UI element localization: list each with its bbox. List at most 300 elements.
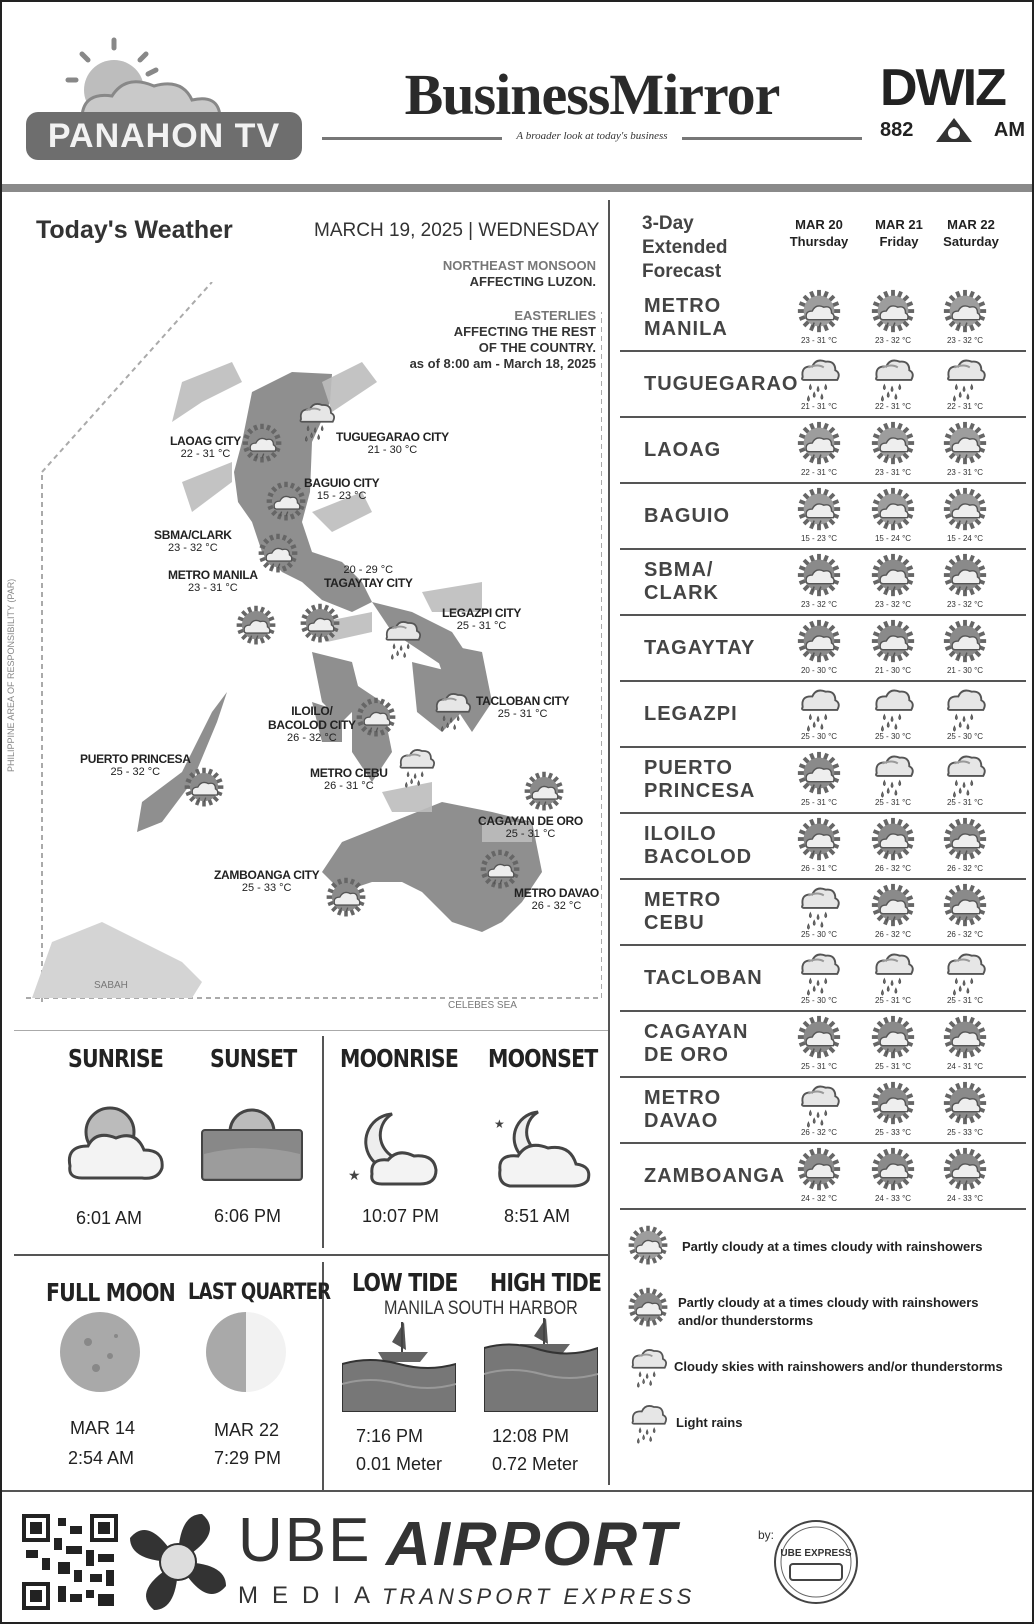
partly-cloudy-rain-icon <box>930 552 1000 600</box>
forecast-day-2 <box>864 216 934 250</box>
forecast-cell <box>930 684 1000 746</box>
forecast-cell <box>858 486 928 548</box>
cloudy-rain-icon <box>294 398 338 447</box>
partly-cloudy-rain-icon <box>930 882 1000 930</box>
forecast-location-line-2: CEBU <box>644 912 705 934</box>
high-tide-icon <box>484 1318 598 1412</box>
city-name: SBMA/CLARK <box>154 528 232 542</box>
partly-cloudy-rain-icon <box>784 816 854 864</box>
legend-text <box>676 1414 742 1432</box>
cloudy-rain-icon <box>858 354 928 402</box>
partly-cloudy-rain-icon <box>298 602 342 651</box>
cloudy-rain-icon <box>784 882 854 930</box>
partly-cloudy-rain-icon <box>930 1146 1000 1194</box>
partly-cloudy-rain-icon <box>256 532 300 581</box>
full-moon-time: 2:54 AM <box>68 1448 135 1468</box>
forecast-cell <box>930 618 1000 680</box>
legend-text-line-1: Cloudy skies with rainshowers and/or thunderstorms <box>674 1359 1003 1374</box>
forecast-location-line-1: CAGAYAN <box>644 1021 749 1043</box>
moonset-icon <box>490 1108 594 1188</box>
dwiz-emblem-icon <box>934 116 974 144</box>
forecast-day-name: Saturday <box>943 234 999 249</box>
city-iloilo-bacolod <box>268 704 356 744</box>
city-temp: 15 - 23 °C <box>316 490 367 502</box>
partly-cloudy-rain-icon <box>478 848 522 897</box>
forecast-temp: 24 - 32 °C <box>800 1194 838 1203</box>
partly-cloudy-rain-icon <box>264 480 308 529</box>
sunset-time: 6:06 PM <box>214 1206 282 1226</box>
forecast-cell <box>858 882 928 944</box>
sun-cloud-logo-icon <box>22 34 307 124</box>
partly-cloudy-rain-icon <box>930 420 1000 468</box>
legend-text <box>682 1238 983 1256</box>
light-rain-icon <box>930 684 1000 732</box>
partly-cloudy-rain-icon <box>784 486 854 534</box>
moonrise-time: 10:07 PM <box>362 1206 440 1226</box>
forecast-temp: 21 - 31 °C <box>800 402 838 411</box>
forecast-row <box>620 616 1026 682</box>
forecast-cell <box>784 750 854 812</box>
cloudy-rain-icon <box>380 616 424 665</box>
astro-horizontal-divider <box>14 1254 608 1256</box>
sponsor-footer <box>2 1490 1032 1624</box>
by-label: by: <box>758 1528 775 1542</box>
forecast-temp: 24 - 33 °C <box>946 1194 984 1203</box>
easterlies-text-2: OF THE COUNTRY. <box>478 340 596 355</box>
cloudy-rain-icon <box>930 354 1000 402</box>
update-time: as of 8:00 am - March 18, 2025 <box>409 356 596 371</box>
cloudy-rain-icon <box>858 750 928 798</box>
partly-cloudy-rain-icon <box>858 1146 928 1194</box>
forecast-location <box>644 286 728 350</box>
forecast-temp: 22 - 31 °C <box>946 402 984 411</box>
city-name: ZAMBOANGA CITY <box>214 868 320 882</box>
city-laoag <box>170 434 241 460</box>
forecast-location <box>644 946 763 1010</box>
forecast-cell <box>784 948 854 1010</box>
forecast-row <box>620 352 1026 418</box>
forecast-cell <box>930 288 1000 350</box>
city-metro-manila <box>168 568 258 594</box>
forecast-temp: 26 - 32 °C <box>946 930 984 939</box>
sunrise-icon <box>62 1102 166 1182</box>
forecast-temp: 23 - 32 °C <box>946 600 984 609</box>
forecast-temp: 25 - 31 °C <box>800 798 838 807</box>
svg-text:★: ★ <box>494 1117 505 1131</box>
sunset-icon <box>200 1102 304 1182</box>
forecast-temp: 23 - 32 °C <box>946 336 984 345</box>
forecast-temp: 25 - 31 °C <box>874 996 912 1005</box>
low-tide-time: 7:16 PM <box>356 1426 424 1446</box>
forecast-cell <box>930 816 1000 878</box>
partly-cloudy-rain-icon <box>240 422 284 471</box>
city-name: LAOAG CITY <box>170 434 241 448</box>
weather-date: MARCH 19, 2025 | WEDNESDAY <box>314 220 600 241</box>
partly-cloudy-rain-icon <box>858 882 928 930</box>
partly-cloudy-rain-icon <box>930 486 1000 534</box>
monsoon-label: NORTHEAST MONSOON <box>442 258 596 273</box>
forecast-location <box>644 682 738 746</box>
partly-cloudy-rain-icon <box>784 1146 854 1194</box>
forecast-cell <box>930 1014 1000 1076</box>
city-temp: 26 - 31 °C <box>324 780 374 792</box>
city-sbma-clark <box>154 528 232 554</box>
forecast-cell <box>930 882 1000 944</box>
forecast-location <box>644 748 755 812</box>
last-quarter-moon-icon <box>204 1310 288 1394</box>
forecast-temp: 15 - 23 °C <box>800 534 838 543</box>
forecast-row <box>620 682 1026 748</box>
airport-logo-text: AIRPORT <box>386 1510 678 1579</box>
forecast-location-line-2: MANILA <box>644 318 728 340</box>
legend-item <box>626 1400 1031 1450</box>
forecast-temp: 23 - 32 °C <box>800 600 838 609</box>
legend-text <box>678 1294 979 1330</box>
ube-express-text: UBE EXPRESS <box>780 1548 852 1559</box>
forecast-cell <box>858 552 928 614</box>
partly-cloudy-rain-icon <box>182 766 226 815</box>
forecast-cell <box>858 1080 928 1142</box>
city-temp: 26 - 32 °C <box>287 732 337 744</box>
cloudy-rain-icon <box>430 688 474 737</box>
forecast-day-date: MAR 22 <box>947 217 995 232</box>
dwiz-band: AM <box>993 118 1025 141</box>
forecast-row <box>620 550 1026 616</box>
partly-cloudy-rain-icon <box>858 816 928 864</box>
partly-cloudy-rain-icon <box>930 1014 1000 1062</box>
media-logo-text: MEDIA <box>238 1582 385 1609</box>
partly-cloudy-rain-icon <box>858 618 928 666</box>
light-rain-icon <box>858 684 928 732</box>
city-temp: 25 - 31 °C <box>497 708 548 720</box>
column-divider <box>608 200 610 1485</box>
forecast-location-line-2: DAVAO <box>644 1110 719 1132</box>
forecast-row <box>620 814 1026 880</box>
full-moon-icon <box>58 1310 142 1394</box>
forecast-row <box>620 286 1026 352</box>
par-label: PHILIPPINE AREA OF RESPONSIBILITY (PAR) <box>6 578 16 772</box>
forecast-location-line-1: TACLOBAN <box>644 966 763 989</box>
forecast-cell <box>784 354 854 416</box>
forecast-temp: 15 - 24 °C <box>874 534 912 543</box>
forecast-location-line-2: BACOLOD <box>644 846 753 868</box>
monsoon-text: AFFECTING LUZON. <box>469 274 596 289</box>
forecast-location-line-1: TUGUEGARAO <box>644 372 799 395</box>
forecast-row <box>620 418 1026 484</box>
forecast-temp: 25 - 30 °C <box>946 732 984 741</box>
forecast-cell <box>784 882 854 944</box>
city-tuguegarao <box>336 430 449 456</box>
forecast-location-line-1: TAGAYTAY <box>644 636 756 659</box>
partly-cloudy-rain-icon <box>324 876 368 925</box>
forecast-location-line-1: SBMA/ <box>644 559 714 581</box>
partly-cloudy-rain-icon <box>858 288 928 336</box>
partly-cloudy-rain-icon <box>930 618 1000 666</box>
city-metro-cebu <box>310 766 388 792</box>
city-name-2: BACOLOD CITY <box>268 718 356 732</box>
city-temp: 25 - 32 °C <box>110 766 161 778</box>
forecast-temp: 23 - 31 °C <box>874 468 912 477</box>
legend-item <box>626 1224 1031 1274</box>
business-mirror-title: BusinessMirror <box>404 62 780 127</box>
partly-cloudy-rain-icon <box>858 420 928 468</box>
city-metro-davao <box>514 886 599 912</box>
forecast-temp: 25 - 33 °C <box>874 1128 912 1137</box>
city-temp: 23 - 31 °C <box>188 582 238 594</box>
city-name: CAGAYAN DE ORO <box>478 814 583 828</box>
easterlies-text-1: AFFECTING THE REST <box>453 324 596 339</box>
partly-cloudy-rain-icon <box>784 288 854 336</box>
sabah-label: SABAH <box>94 980 128 991</box>
harbor-name: MANILA SOUTH HARBOR <box>384 1298 578 1319</box>
partly-cloudy-rain-icon <box>858 1014 928 1062</box>
city-temp: 23 - 32 °C <box>168 542 218 554</box>
forecast-location-line-1: ILOILO <box>644 823 717 845</box>
city-name: LEGAZPI CITY <box>442 606 522 620</box>
forecast-temp: 25 - 30 °C <box>874 732 912 741</box>
forecast-temp: 26 - 32 °C <box>946 864 984 873</box>
city-tacloban <box>476 694 569 720</box>
forecast-temp: 22 - 31 °C <box>800 468 838 477</box>
forecast-location-line-1: LAOAG <box>644 438 722 461</box>
panahon-tv-badge: PANAHON TV <box>26 112 302 160</box>
high-tide-label: HIGH TIDE <box>490 1268 602 1297</box>
forecast-location <box>644 1078 721 1142</box>
last-quarter-label: LAST QUARTER <box>188 1280 331 1305</box>
city-name: TAGAYTAY CITY <box>324 576 413 590</box>
forecast-location <box>644 880 721 944</box>
forecast-cell <box>858 750 928 812</box>
forecast-cell <box>858 684 928 746</box>
forecast-location <box>644 550 719 614</box>
forecast-day-1 <box>784 216 854 250</box>
forecast-temp: 25 - 31 °C <box>946 798 984 807</box>
forecast-temp: 21 - 30 °C <box>946 666 984 675</box>
moonrise-label: MOONRISE <box>340 1044 459 1073</box>
forecast-temp: 22 - 31 °C <box>874 402 912 411</box>
city-name: METRO CEBU <box>310 766 388 780</box>
forecast-temp: 25 - 33 °C <box>946 1128 984 1137</box>
forecast-temp: 25 - 31 °C <box>874 1062 912 1071</box>
moonrise-icon <box>342 1108 446 1188</box>
ube-express-seal-icon <box>772 1518 860 1606</box>
forecast-location-line-1: BAGUIO <box>644 504 730 527</box>
forecast-cell <box>784 420 854 482</box>
city-puerto-princesa <box>80 752 191 778</box>
forecast-cell <box>858 420 928 482</box>
dwiz-frequency: 882 <box>880 118 914 141</box>
city-temp: 25 - 33 °C <box>241 882 292 894</box>
forecast-row <box>620 1078 1026 1144</box>
ube-logo-text: UBE <box>238 1506 372 1575</box>
city-name: METRO MANILA <box>168 568 258 582</box>
low-tide-label: LOW TIDE <box>352 1268 458 1297</box>
forecast-row <box>620 1144 1026 1210</box>
partly-cloudy-rain-icon <box>858 1080 928 1128</box>
forecast-cell <box>858 288 928 350</box>
forecast-location-line-1: METRO <box>644 295 722 317</box>
forecast-cell <box>784 1080 854 1142</box>
transport-express-text: TRANSPORT EXPRESS <box>382 1584 696 1609</box>
forecast-day-date: MAR 21 <box>875 217 923 232</box>
forecast-title-line-1: 3-Day <box>642 213 694 234</box>
forecast-cell <box>784 816 854 878</box>
partly-cloudy-rain-icon <box>930 288 1000 336</box>
cloudy-rain-icon <box>394 744 438 793</box>
legend-text-line-1: Partly cloudy at a times cloudy with rainshowers <box>682 1239 983 1254</box>
partly-cloudy-rain-icon <box>354 696 398 745</box>
masthead <box>2 2 1032 192</box>
forecast-location <box>644 1012 748 1076</box>
city-temp: 26 - 32 °C <box>531 900 582 912</box>
legend-text-line-1: Partly cloudy at a times cloudy with rainshowers <box>678 1295 979 1310</box>
forecast-location-line-1: METRO <box>644 889 722 911</box>
forecast-temp: 26 - 32 °C <box>874 930 912 939</box>
legend-item <box>626 1344 1031 1394</box>
forecast-day-3 <box>936 216 1006 250</box>
partly-cloudy-rain-icon <box>234 604 278 653</box>
forecast-cell <box>784 288 854 350</box>
forecast-location <box>644 814 752 878</box>
forecast-temp: 25 - 30 °C <box>800 732 838 741</box>
forecast-temp: 23 - 32 °C <box>874 600 912 609</box>
forecast-temp: 23 - 31 °C <box>800 336 838 345</box>
full-moon-label: FULL MOON <box>46 1278 175 1307</box>
forecast-location-line-1: ZAMBOANGA <box>644 1164 786 1187</box>
forecast-location <box>644 352 798 416</box>
svg-text:★: ★ <box>348 1168 361 1184</box>
dwiz-logo <box>880 59 1025 154</box>
forecast-temp: 23 - 32 °C <box>874 336 912 345</box>
forecast-temp: 15 - 24 °C <box>946 534 984 543</box>
astro-divider <box>322 1036 324 1248</box>
partly-cloudy-rain-icon <box>784 420 854 468</box>
forecast-location-line-1: PUERTO <box>644 757 733 779</box>
easterlies-label: EASTERLIES <box>514 308 596 323</box>
forecast-cell <box>930 948 1000 1010</box>
forecast-day-name: Thursday <box>789 234 849 249</box>
forecast-location <box>644 484 730 548</box>
forecast-cell <box>930 486 1000 548</box>
forecast-cell <box>858 1146 928 1208</box>
ube-media-emblem-icon <box>130 1514 226 1610</box>
forecast-cell <box>930 1080 1000 1142</box>
forecast-temp: 26 - 31 °C <box>800 864 838 873</box>
forecast-temp: 20 - 30 °C <box>800 666 838 675</box>
city-temp: 20 - 29 °C <box>343 564 394 576</box>
forecast-day-name: Friday <box>879 234 919 249</box>
full-moon-date: MAR 14 <box>70 1418 136 1438</box>
forecast-cell <box>930 1146 1000 1208</box>
forecast-row <box>620 880 1026 946</box>
cloudy-rain-icon <box>930 750 1000 798</box>
partly-cloudy-rain-icon <box>858 552 928 600</box>
forecast-temp: 24 - 31 °C <box>946 1062 984 1071</box>
map-divider <box>14 1030 608 1031</box>
business-mirror-tagline: A broader look at today's business <box>322 130 862 142</box>
cloudy-rain-icon <box>784 1080 854 1128</box>
forecast-title-line-2: Extended <box>642 237 728 258</box>
partly-cloudy-rain-icon <box>784 1014 854 1062</box>
city-temp: 21 - 30 °C <box>367 444 418 456</box>
city-name: BAGUIO CITY <box>304 476 380 490</box>
dwiz-name: DWIZ <box>880 59 1005 117</box>
forecast-temp: 25 - 30 °C <box>800 996 838 1005</box>
forecast-temp: 23 - 31 °C <box>946 468 984 477</box>
sunrise-time: 6:01 AM <box>76 1208 143 1228</box>
light-rain-icon <box>784 684 854 732</box>
forecast-row <box>620 484 1026 550</box>
forecast-cell <box>858 1014 928 1076</box>
forecast-temp: 25 - 31 °C <box>800 1062 838 1071</box>
forecast-cell <box>858 816 928 878</box>
city-legazpi <box>442 606 521 632</box>
partly-cloudy-rain-icon <box>784 618 854 666</box>
forecast-location-line-2: DE ORO <box>644 1044 729 1066</box>
forecast-temp: 25 - 30 °C <box>800 930 838 939</box>
forecast-title <box>642 212 728 284</box>
forecast-cell <box>858 618 928 680</box>
sunrise-label: SUNRISE <box>68 1044 164 1073</box>
business-mirror-logo <box>322 64 862 142</box>
forecast-temp: 26 - 32 °C <box>800 1128 838 1137</box>
last-quarter-time: 7:29 PM <box>214 1448 282 1468</box>
forecast-cell <box>784 684 854 746</box>
city-temp: 22 - 31 °C <box>180 448 231 460</box>
forecast-location <box>644 418 721 482</box>
legend-text <box>674 1358 1003 1376</box>
forecast-location <box>644 616 755 680</box>
forecast-cell <box>930 354 1000 416</box>
last-quarter-date: MAR 22 <box>214 1420 280 1440</box>
forecast-row <box>620 748 1026 814</box>
forecast-location-line-1: LEGAZPI <box>644 702 738 725</box>
forecast-cell <box>784 486 854 548</box>
city-name: PUERTO PRINCESA <box>80 752 191 766</box>
dwiz-freq-row <box>880 116 1025 144</box>
moonset-label: MOONSET <box>488 1044 598 1073</box>
legend-text-line-2: and/or thunderstorms <box>678 1313 814 1328</box>
cloudy-rain-icon <box>784 948 854 996</box>
city-temp: 25 - 31 °C <box>505 828 556 840</box>
forecast-cell <box>784 1014 854 1076</box>
forecast-cell <box>930 420 1000 482</box>
qr-code-icon <box>22 1514 118 1610</box>
city-baguio <box>304 476 379 502</box>
forecast-day-date: MAR 20 <box>795 217 843 232</box>
partly-cloudy-rain-icon <box>784 750 854 798</box>
forecast-temp: 21 - 30 °C <box>874 666 912 675</box>
forecast-location-line-2: CLARK <box>644 582 719 604</box>
legend-text-line-1: Light rains <box>676 1415 743 1430</box>
sunset-label: SUNSET <box>210 1044 297 1073</box>
celebes-sea-label: CELEBES SEA <box>448 1000 517 1011</box>
legend-item <box>626 1286 1031 1336</box>
cloudy-rain-icon <box>930 948 1000 996</box>
forecast-cell <box>784 618 854 680</box>
forecast-cell <box>858 948 928 1010</box>
partly-cloudy-rain-icon <box>930 816 1000 864</box>
forecast-cell <box>930 750 1000 812</box>
partly-cloudy-rain-icon <box>784 552 854 600</box>
forecast-cell <box>930 552 1000 614</box>
city-name: ILOILO/ <box>291 704 333 718</box>
city-temp: 25 - 31 °C <box>456 620 507 632</box>
cloudy-rain-icon <box>784 354 854 402</box>
forecast-temp: 24 - 33 °C <box>874 1194 912 1203</box>
panahon-tv-logo <box>22 34 307 164</box>
forecast-location <box>644 1144 785 1208</box>
